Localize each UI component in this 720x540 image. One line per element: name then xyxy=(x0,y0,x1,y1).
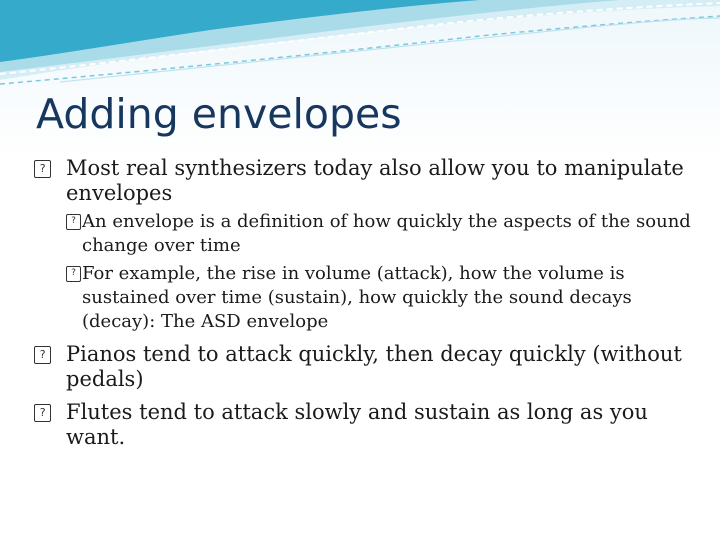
bullet-glyph-icon: ? xyxy=(34,346,51,364)
bullet-text: For example, the rise in volume (attack), how the volume is sustained over time (sustain), how quickly the sound decays (decay): The ASD envelope xyxy=(82,263,632,332)
bullet-item xyxy=(36,342,696,392)
bullet-item xyxy=(36,156,696,206)
sub-bullet-item xyxy=(52,262,696,334)
slide-title: Adding envelopes xyxy=(36,90,402,138)
bullet-text: Pianos tend to attack quickly, then decay quickly (without pedals) xyxy=(66,342,682,391)
bullet-glyph-icon: ? xyxy=(66,214,81,230)
sub-bullet-item xyxy=(52,210,696,258)
bullet-text: Most real synthesizers today also allow you to manipulate envelopes xyxy=(66,156,684,205)
bullet-text: Flutes tend to attack slowly and sustain as long as you want. xyxy=(66,400,648,449)
slide-body xyxy=(36,156,696,450)
bullet-glyph-icon: ? xyxy=(66,266,81,282)
bullet-text: An envelope is a definition of how quickly the aspects of the sound change over time xyxy=(82,211,691,256)
bullet-item xyxy=(36,400,696,450)
bullet-glyph-icon: ? xyxy=(34,160,51,178)
decorative-swoosh xyxy=(0,0,720,90)
bullet-glyph-icon: ? xyxy=(34,404,51,422)
